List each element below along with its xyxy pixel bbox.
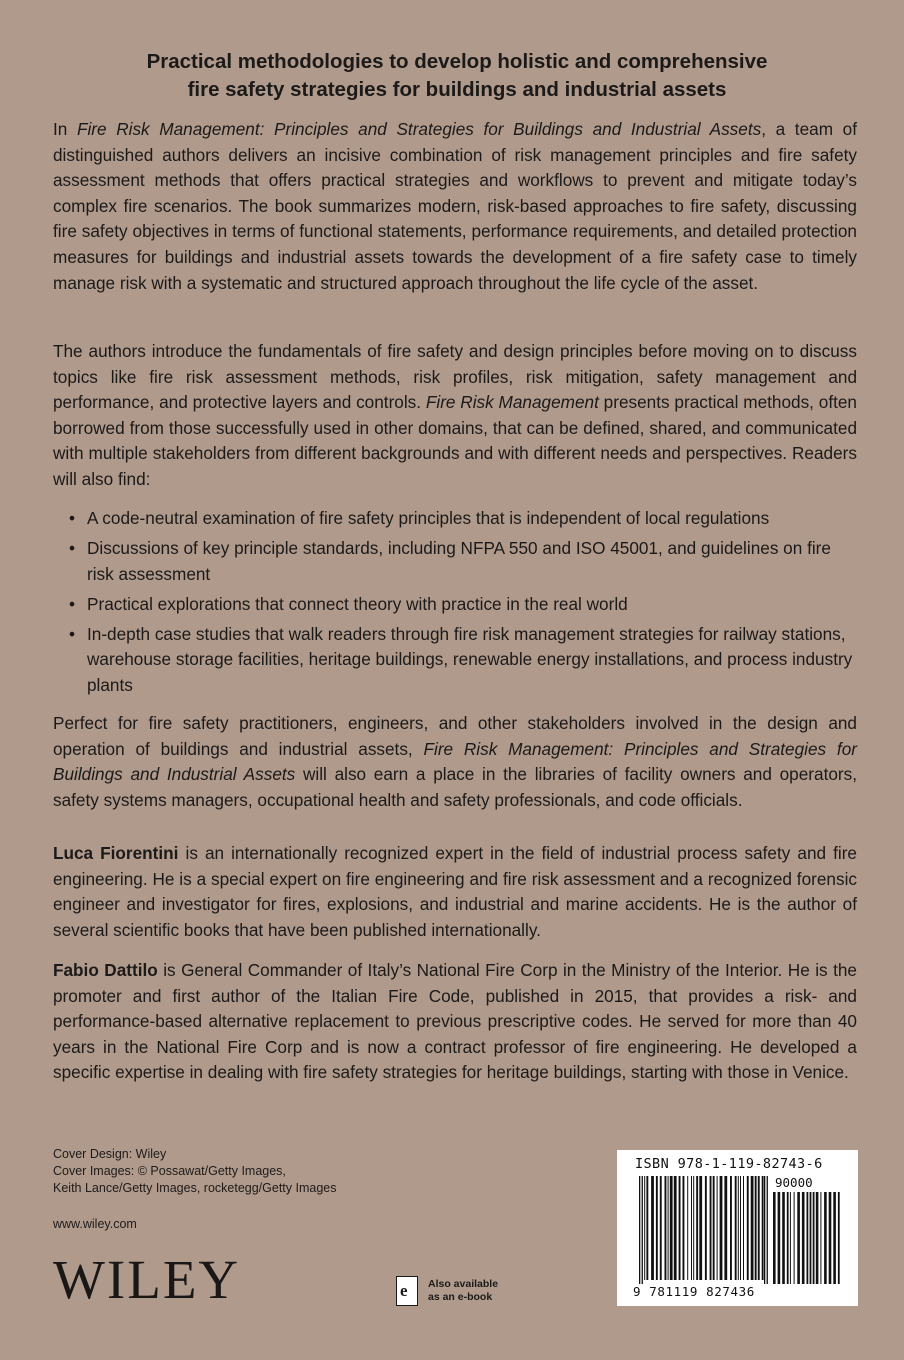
book-title-short-italic: Fire Risk Management (425, 392, 599, 413)
feature-list-item: • Discussions of key principle standards, including NFPA 550 and ISO 45001, and guidelines on fire risk assessment (53, 536, 857, 587)
intro-paragraph-1 (53, 117, 857, 296)
barcode-addon-bar (820, 1192, 821, 1284)
barcode-addon-bar (833, 1192, 836, 1284)
barcode-bar (674, 1176, 677, 1280)
barcode-bar (747, 1176, 749, 1280)
barcode-bar (735, 1176, 737, 1280)
barcode-addon-bar (790, 1192, 791, 1284)
barcode-bar (740, 1176, 741, 1280)
barcode-bar (758, 1176, 760, 1280)
intro-p2-lead: The authors introduce the fundamentals of fire safety and design principles before moving on to discuss topics like fire risk assessment methods, risk profiles, risk mitigation, safety management and performance, and protective layers and controls. (53, 341, 857, 413)
cover-images-credit-cont: Keith Lance/Getty Images, rocketegg/Getty Images (53, 1181, 337, 1195)
barcode-bar (738, 1176, 739, 1280)
barcode-bar (687, 1176, 688, 1280)
barcode-addon-bar (773, 1192, 776, 1284)
price-code: 90000 (775, 1175, 813, 1190)
barcode-bar (651, 1176, 654, 1280)
headline-line-1: Practical methodologies to develop holistic and comprehensive (146, 50, 768, 73)
book-title-italic: Fire Risk Management: Principles and Strategies for Buildings and Industrial Assets (76, 119, 762, 139)
barcode-bar (720, 1176, 723, 1280)
intro-p2-body: presents practical methods, often borrowed from those successfully used in other domains, that can be defined, shared, and communicated with multiple stakeholders from different backgrounds and with different needs and perspectives. Readers will also find: (53, 392, 857, 489)
barcode-guard-bar (764, 1176, 765, 1284)
barcode-bar (710, 1176, 712, 1280)
ean-digits: 9 781119 827436 (633, 1284, 755, 1299)
barcode-addon-bar (816, 1192, 819, 1284)
barcode-bar (656, 1176, 658, 1280)
author-bio-1 (53, 841, 857, 943)
barcode-bar (762, 1176, 764, 1280)
barcode-bar (713, 1176, 715, 1280)
barcode-addon-bar (778, 1192, 781, 1284)
intro-p1-body: , a team of distinguished authors delivers an incisive combination of risk management principles and fire safety assessment methods that offers practical strategies and workflows to prevent and mitigate today’s complex fire scenarios. The book summarizes modern, risk-based approaches to fire safety, discussing fire safety objectives in terms of functional statements, performance requirements, and detailed protection measures for buildings and industrial assets towards the development of a fire safety case to timely manage risk with a systematic and structured approach throughout the life cycle of the asset. (53, 119, 857, 293)
barcode-bar (717, 1176, 718, 1280)
website-url[interactable]: www.wiley.com (53, 1217, 137, 1231)
barcode-addon-bar (807, 1192, 809, 1284)
barcode-addon-bar (794, 1192, 795, 1284)
barcode-bar (665, 1176, 667, 1280)
intro-p1-lead: In (53, 119, 77, 139)
cover-credits (53, 1146, 336, 1197)
barcode-bar (755, 1176, 757, 1280)
barcode-bar (644, 1176, 645, 1280)
barcode-bar (683, 1176, 685, 1280)
barcode-bar (696, 1176, 698, 1280)
barcode-bar (668, 1176, 669, 1280)
headline (60, 48, 854, 104)
feature-list-item: • A code-neutral examination of fire safety principles that is independent of local regulations (53, 506, 857, 532)
barcode-addon-bar (797, 1192, 800, 1284)
ebook-icon-letter: e (400, 1281, 408, 1300)
feature-list (53, 506, 857, 703)
ebook-text-line-1: Also available (428, 1278, 499, 1290)
barcode-addon-bar (802, 1192, 805, 1284)
author-name: Luca Fiorentini (53, 843, 179, 863)
author-bio-text: is an internationally recognized expert in the field of industrial process safety and fire engineering. He is a special expert on fire engineering and fire risk assessment and a recognized forensic engineer and investigator for fires, explosions, and industrial and marine accidents. He is the author of several scientific books that have been published internationally. (53, 843, 857, 940)
barcode-bar (693, 1176, 694, 1280)
feature-list-item: • In-depth case studies that walk readers through fire risk management strategies for railway stations, warehouse storage facilities, heritage buildings, renewable energy installations, and process industry plants (53, 622, 857, 699)
barcode-bar (670, 1176, 673, 1280)
barcode-addon-bar (824, 1192, 827, 1284)
headline-line-2: fire safety strategies for buildings and industrial assets (187, 78, 727, 101)
barcode-addon-bar (787, 1192, 789, 1284)
barcode-addon-bar (838, 1192, 840, 1284)
ebook-text-line-2: as an e-book (428, 1291, 493, 1303)
intro-paragraph-2 (53, 339, 857, 493)
ebook-icon (396, 1276, 418, 1306)
barcode-bar (743, 1176, 744, 1280)
wiley-logo: WILEY (53, 1249, 241, 1310)
barcode-addon-bar (829, 1192, 832, 1284)
closing-body: will also earn a place in the libraries of facility owners and operators, safety systems managers, occupational health and safety professionals, and code officials. (53, 764, 858, 810)
barcode-guard-bar (767, 1176, 768, 1284)
isbn-barcode (617, 1150, 858, 1306)
barcode-bar (705, 1176, 707, 1280)
feature-list-item: • Practical explorations that connect theory with practice in the real world (53, 592, 857, 618)
author-bio-text: is General Commander of Italy’s National Fire Corp in the Ministry of the Interior. He is the promoter and first author of the Italian Fire Code, published in 2015, that provides a risk- and performance-based alternative replacement to previous prescriptive codes. He served for more than 40 years in the National Fire Corp and is now a contract professor of fire engineering. He developed a specific expertise in dealing with fire safety strategies for heritage buildings, starting with those in Venice. (53, 960, 857, 1083)
closing-paragraph (53, 711, 857, 813)
closing-book-title-italic: Fire Risk Management: Principles and Strategies for Buildings and Industrial Assets (53, 738, 857, 785)
barcode-bar (691, 1176, 692, 1280)
barcode-bar (724, 1176, 727, 1280)
author-name: Fabio Dattilo (53, 960, 158, 980)
barcode-guard-bar (642, 1176, 643, 1284)
ebook-badge (396, 1274, 536, 1314)
barcode-bar (699, 1176, 702, 1280)
cover-design-credit: Cover Design: Wiley (53, 1147, 167, 1161)
barcode-bar (679, 1176, 681, 1280)
author-bio-2 (53, 958, 857, 1086)
cover-images-credit: Cover Images: © Possawat/Getty Images, (53, 1164, 286, 1178)
barcode-bar (751, 1176, 754, 1280)
barcode-addon-bar (782, 1192, 785, 1284)
barcode-bar (660, 1176, 662, 1280)
barcode-addon-bar (810, 1192, 812, 1284)
barcode-bar (730, 1176, 732, 1280)
barcode-addon-bar (813, 1192, 815, 1284)
barcode-graphic (617, 1150, 858, 1306)
closing-lead: Perfect for fire safety practitioners, engineers, and other stakeholders involved in the design and operation of buildings and industrial assets, (53, 713, 857, 759)
isbn-number: ISBN 978-1-119-82743-6 (635, 1156, 823, 1172)
ebook-text (428, 1278, 538, 1304)
barcode-bar (646, 1176, 648, 1280)
barcode-guard-bar (639, 1176, 640, 1284)
